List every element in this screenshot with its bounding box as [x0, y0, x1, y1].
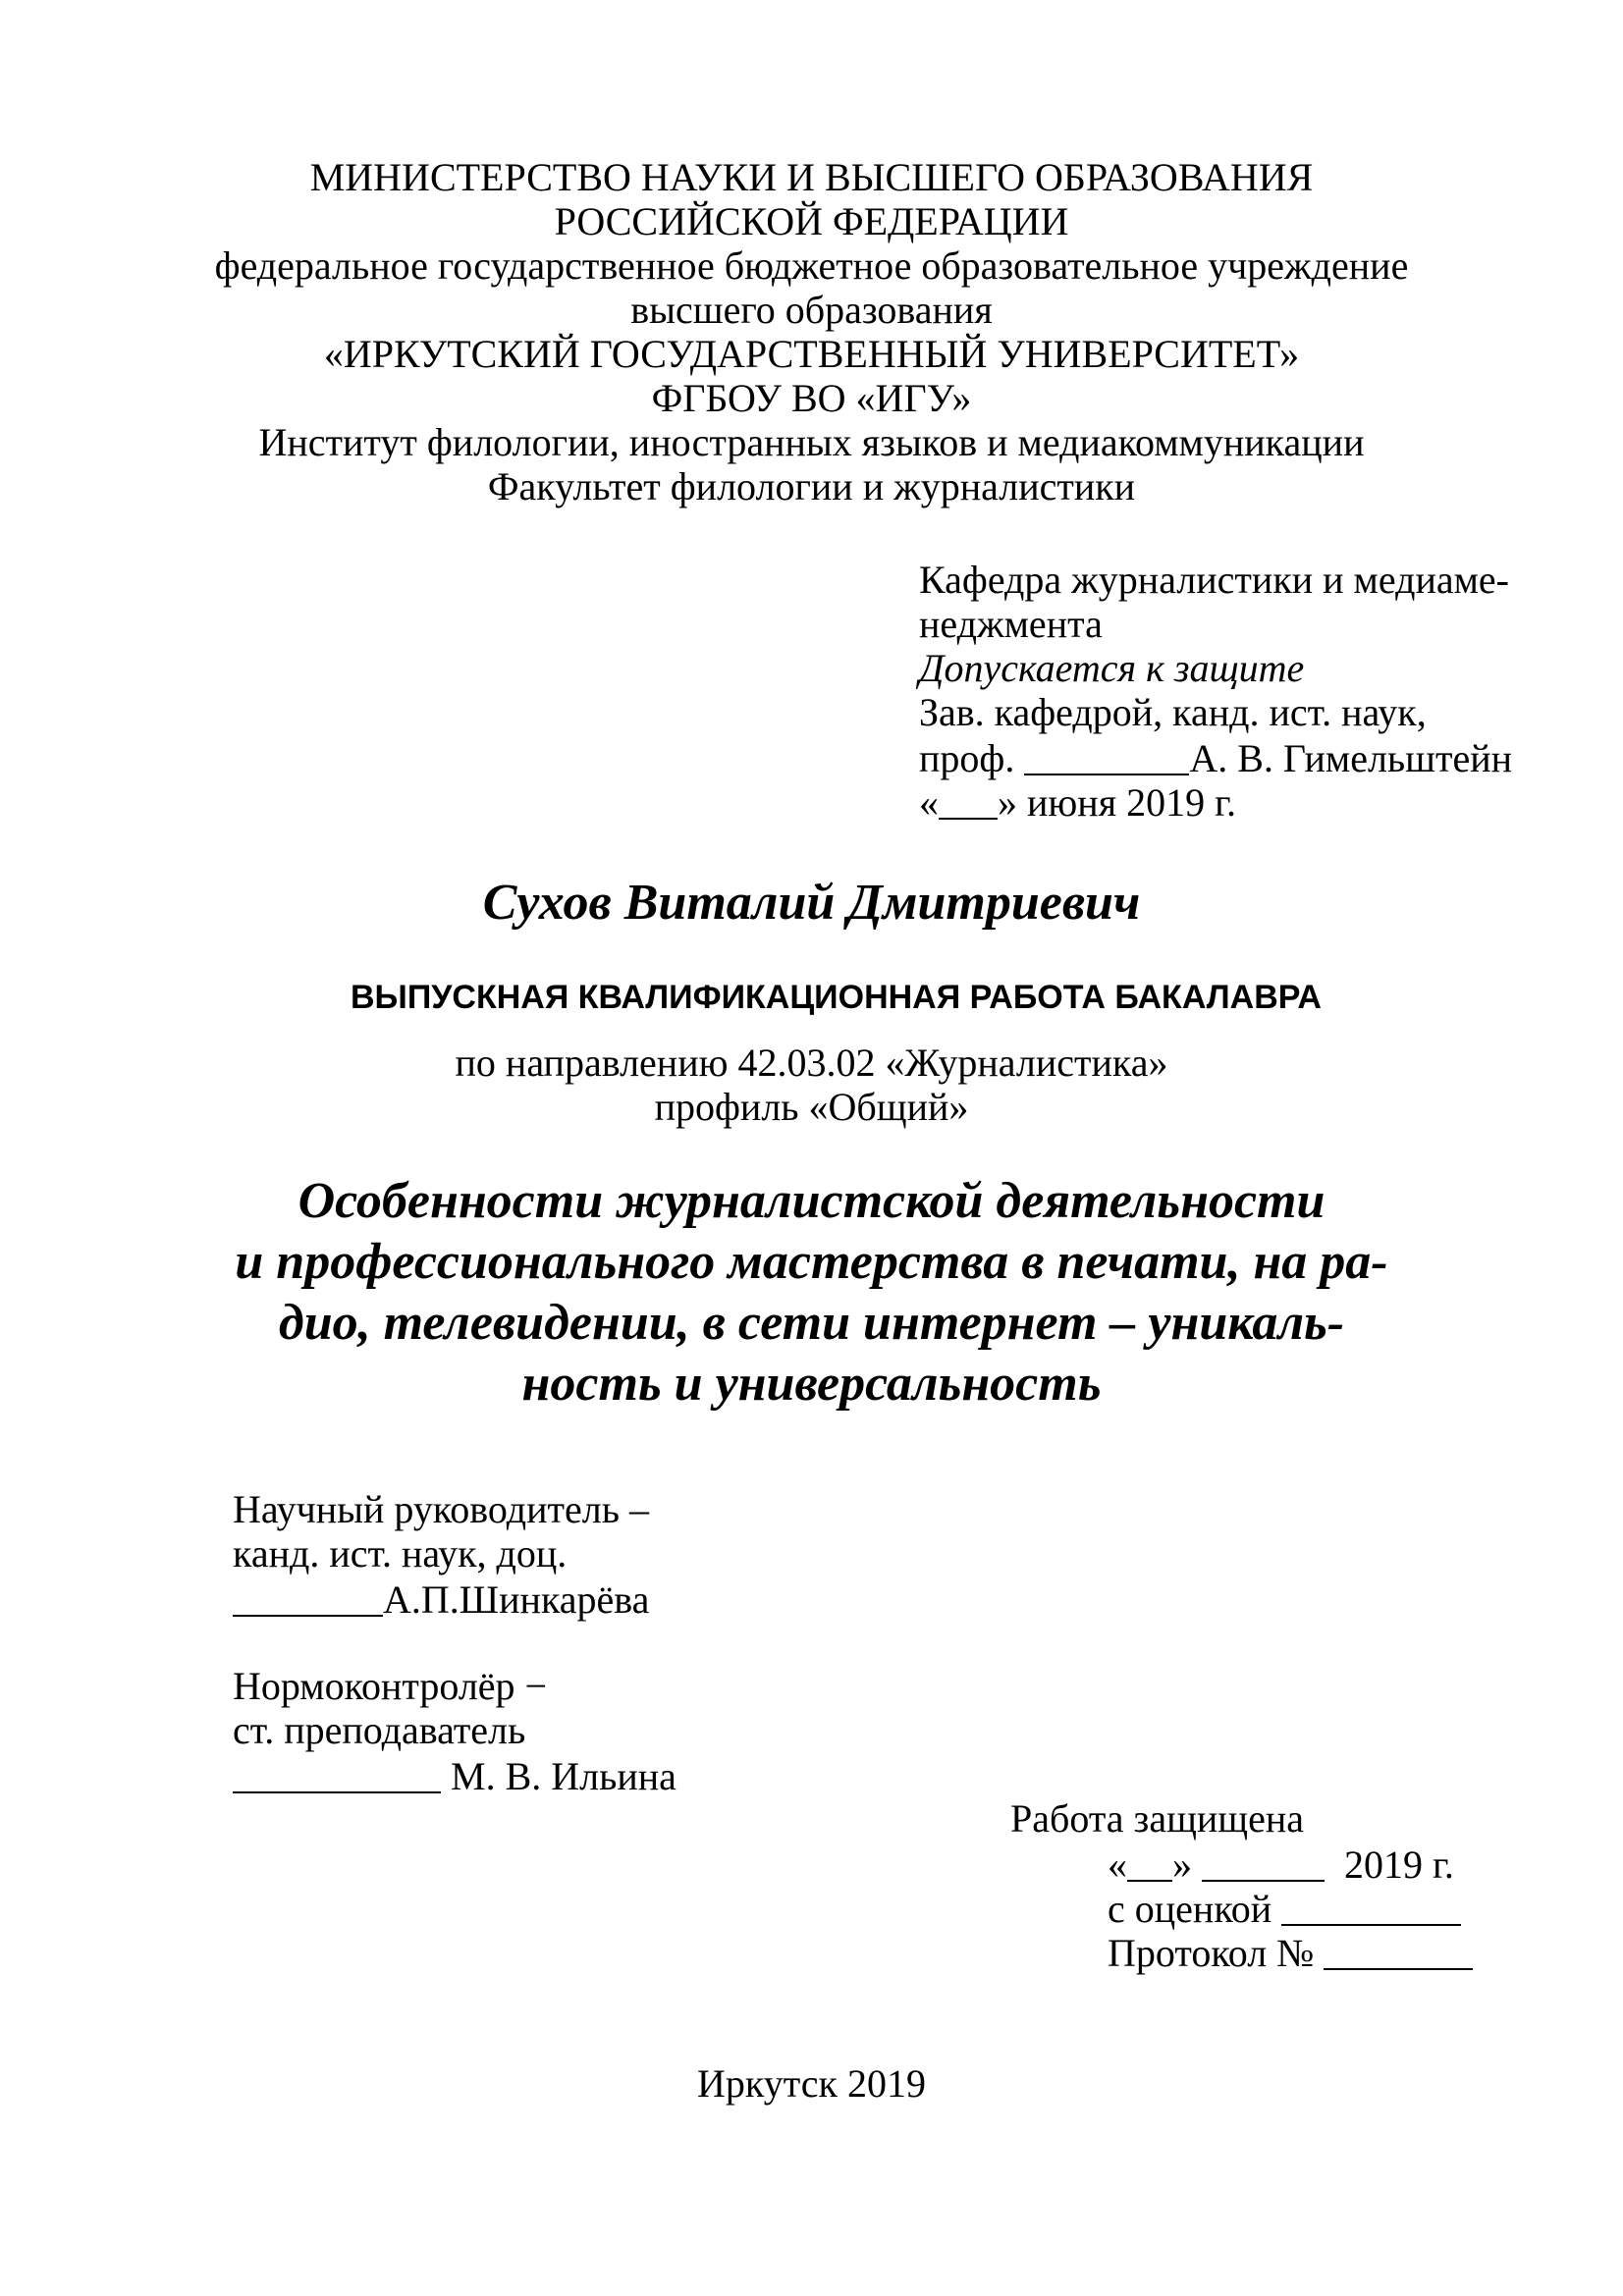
grade-line: [1108, 1885, 1461, 1931]
university-name: «ИРКУТСКИЙ ГОСУДАРСТВЕННЫЙ УНИВЕРСИТЕТ»: [323, 332, 1300, 376]
supervisor-role: Научный руководитель –: [233, 1487, 649, 1531]
supervisor-degree: канд. ист. наук, доц.: [233, 1531, 568, 1575]
ministry-line-1: МИНИСТЕРСТВО НАУКИ И ВЫСШЕГО ОБРАЗОВАНИЯ: [309, 155, 1314, 199]
supervisor-signature-line: [233, 1575, 649, 1622]
protocol-blank: [1324, 1929, 1473, 1970]
defense-month-blank: [1202, 1841, 1325, 1882]
author-name: Сухов Виталий Дмитриевич: [482, 875, 1141, 931]
supervisor-name: А.П.Шинкарёва: [383, 1577, 650, 1622]
norm-controller-name: М. В. Ильина: [441, 1754, 676, 1798]
head-signature-line: [919, 734, 1512, 780]
prof-prefix: проф.: [919, 736, 1015, 780]
approval-date-line: [919, 778, 1236, 825]
defense-year: 2019 г.: [1344, 1842, 1454, 1887]
defense-date-line: [1108, 1841, 1454, 1887]
norm-controller-role: Нормоконтролёр −: [233, 1664, 548, 1708]
thesis-title-line-1: Особенности журналистской деятельности: [298, 1173, 1325, 1229]
date-month-year: » июня 2019 г.: [998, 780, 1236, 825]
head-title: Зав. кафедрой, канд. ист. наук,: [919, 690, 1427, 734]
defense-day-blank: [1127, 1841, 1172, 1882]
head-name: А. В. Гимельштейн: [1189, 736, 1513, 780]
norm-controller-position: ст. преподаватель: [233, 1708, 526, 1752]
signature-blank: [1024, 734, 1189, 775]
work-type: ВЫПУСКНАЯ КВАЛИФИКАЦИОННАЯ РАБОТА БАКАЛАВРА: [350, 979, 1322, 1016]
date-open-quote: «: [919, 780, 939, 825]
norm-controller-signature-blank: [233, 1752, 441, 1793]
defense-date-open: «: [1108, 1842, 1127, 1887]
protocol-label: Протокол №: [1108, 1931, 1315, 1975]
norm-controller-signature-line: [233, 1752, 676, 1798]
city-year: Иркутск 2019: [697, 2061, 926, 2106]
institution-line-2: высшего образования: [630, 288, 993, 332]
ministry-line-2: РОССИЙСКОЙ ФЕДЕРАЦИИ: [554, 199, 1069, 243]
direction: по направлению 42.03.02 «Журналистика»: [455, 1041, 1168, 1085]
thesis-title-line-4: ность и универсальность: [521, 1356, 1102, 1412]
profile: профиль «Общий»: [654, 1085, 969, 1129]
admitted-to-defense: Допускается к защите: [919, 646, 1305, 690]
grade-blank: [1281, 1885, 1461, 1926]
department-line-2: неджмента: [919, 602, 1103, 646]
faculty-name: Факультет филологии и журналистики: [487, 464, 1136, 508]
work-defended: Работа защищена: [1010, 1796, 1305, 1841]
institute-name: Институт филологии, иностранных языков и медиакоммуникации: [258, 420, 1365, 464]
institution-line-1: федеральное государственное бюджетное образовательное учреждение: [214, 243, 1409, 288]
supervisor-signature-blank: [233, 1575, 383, 1617]
defense-date-mid: »: [1172, 1842, 1192, 1887]
thesis-title-line-2: и профессионального мастерства в печати, на ра-: [235, 1234, 1388, 1290]
university-abbreviation: ФГБОУ ВО «ИГУ»: [651, 376, 972, 420]
thesis-title-line-3: дио, телевидении, в сети интернет – уникаль-: [278, 1295, 1345, 1351]
grade-label: с оценкой: [1108, 1887, 1272, 1931]
department-line-1: Кафедра журналистики и медиаме-: [919, 558, 1509, 602]
protocol-line: [1108, 1929, 1473, 1975]
day-blank: [939, 778, 998, 820]
